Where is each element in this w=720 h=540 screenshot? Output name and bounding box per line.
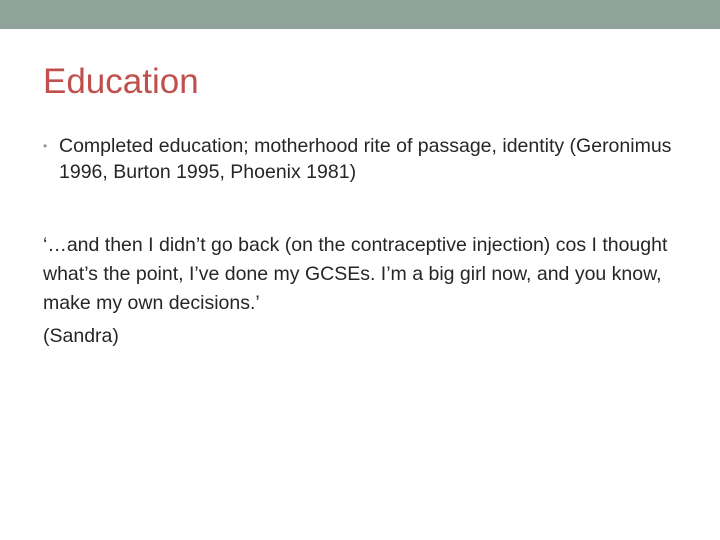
quote-text: ‘…and then I didn’t go back (on the contraceptive injection) cos I thought what’s the point, I’ve done my GCSEs. I’m a big girl now, and you know, make my own decisions.’ [43,234,668,314]
top-accent-bar [0,0,720,29]
bullet-item [43,133,683,185]
bullet-text: Completed education; motherhood rite of passage, identity (Geronimus 1996, Burton 1995, Phoenix 1981) [59,135,672,183]
quote-attribution: (Sandra) [43,325,119,347]
bullet-list [43,133,683,185]
bullet-dot-icon: • [43,139,48,153]
quote-block [43,231,693,351]
slide-title: Education [43,62,199,101]
